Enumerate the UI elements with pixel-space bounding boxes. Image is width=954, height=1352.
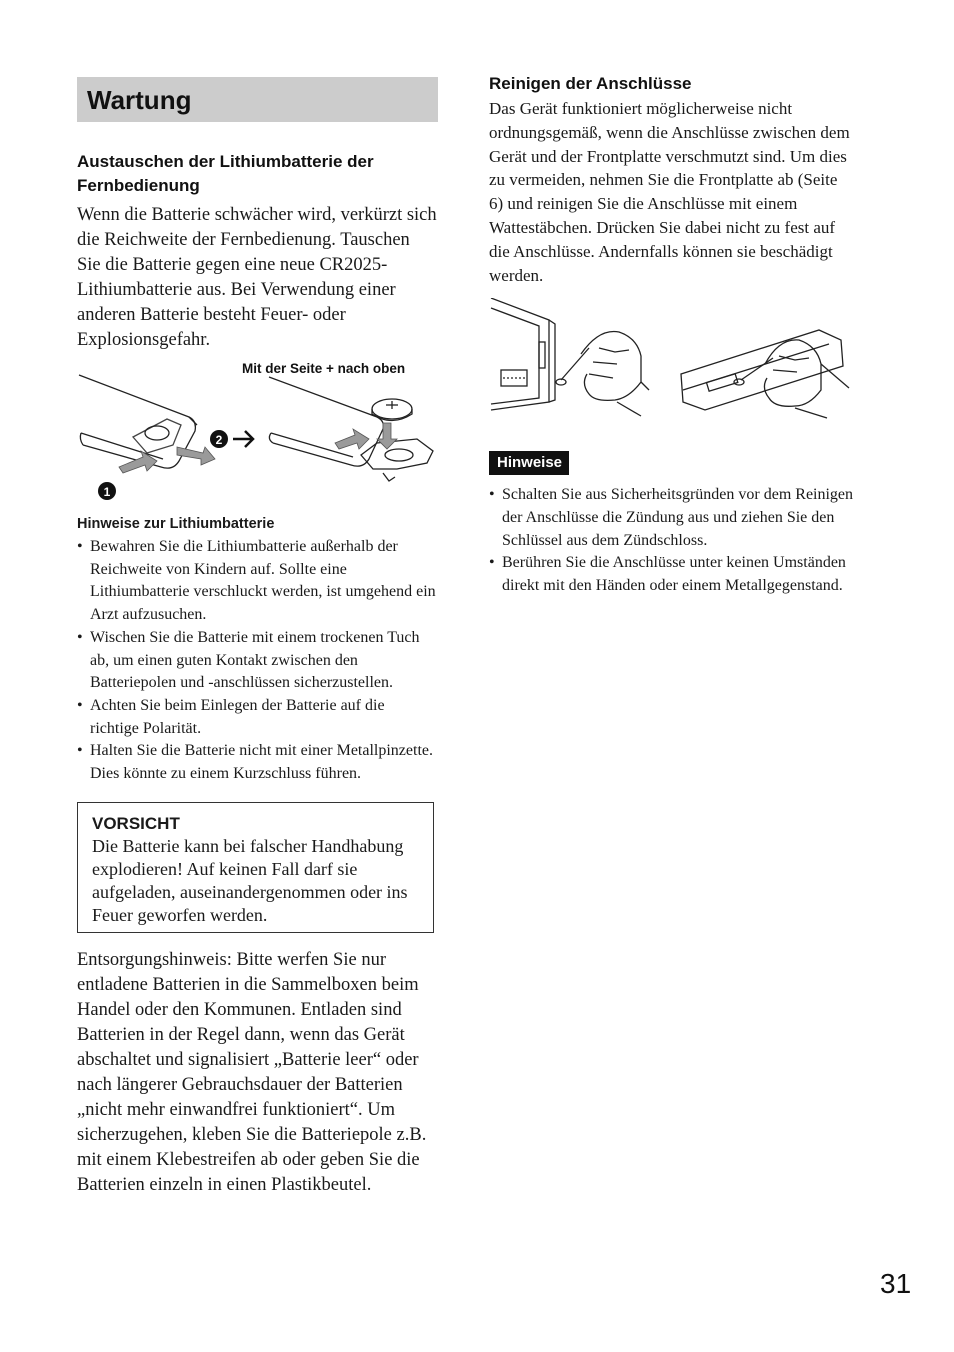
list-item: • Bewahren Sie die Lithiumbatterie außerhalb der Reichweite von Kindern auf. Sollte eine Lithiumbatterie verschluckt werden, ist umgehend ein Arzt aufzusuchen. — [77, 538, 436, 624]
step-1-marker: 1 — [103, 485, 111, 499]
right-column — [489, 72, 854, 598]
page-title: Wartung — [87, 84, 192, 115]
cleaning-figure — [489, 298, 854, 423]
list-item: • Achten Sie beim Einlegen der Batterie auf die richtige Polarität. — [77, 696, 385, 737]
notes-label: Hinweise — [489, 451, 569, 475]
figure-caption: Mit der Seite + nach oben — [242, 361, 406, 376]
page-number: 31 — [880, 1268, 912, 1299]
cleaning-text: Das Gerät funktioniert möglicherweise nicht ordnungsgemäß, wenn die Anschlüsse zwischen dem Gerät und der Frontplatte verschmutzt sind. Um dies zu vermeiden, nehmen Sie die Frontplatte ab (Seite 6) und reinigen Sie die Anschlüsse mit einem Wattestäbchen. Drücken Sie dabei nicht zu fest auf die Anschlüsse. Andernfalls können sie beschädigt werden. — [489, 99, 850, 285]
caution-text: Die Batterie kann bei falscher Handhabung explodieren! Auf keinen Fall darf sie aufgeladen, auseinandergenommen oder ins Feuer geworfen werden. — [92, 835, 408, 925]
section-title-bar — [77, 77, 438, 122]
battery-figure — [77, 361, 437, 504]
battery-illustration — [77, 369, 437, 504]
battery-text: Wenn die Batterie schwächer wird, verkürzt sich die Reichweite der Fernbedienung. Tauschen Sie die Batterie gegen eine neue CR2025-Lithiumbatterie aus. Bei Verwendung einer anderen Batterie besteht Feuer- oder Explosionsgefahr. — [77, 205, 437, 350]
disposal-text: Entsorgungshinweis: Bitte werfen Sie nur entladene Batterien in die Sammelboxen beim Handel oder den Kommunen. Entladen sind Batterien in der Regel dann, wenn das Gerät abschaltet und signalisiert „Batterie leer“ oder nach längerer Gebrauchsdauer der Batterien „nicht mehr einwandfrei funktioniert“. Um sicherzugehen, kleben Sie die Batteriepole z.B. mit einem Klebestreifen ab oder geben Sie die Batterien einzeln in einen Plastikbeutel. — [77, 949, 427, 1195]
cleaning-heading: Reinigen der Anschlüsse — [489, 74, 692, 93]
battery-notes-heading: Hinweise zur Lithiumbatterie — [77, 516, 275, 532]
list-item: • Halten Sie die Batterie nicht mit einer Metallpinzette. Dies könnte zu einem Kurzschluss führen. — [77, 742, 433, 783]
step-2-marker: 2 — [215, 433, 223, 447]
list-item: • Berühren Sie die Anschlüsse unter keinen Umständen direkt mit den Händen oder einem Metallgegenstand. — [489, 554, 846, 595]
cleaning-illustration — [489, 298, 854, 423]
list-item: • Schalten Sie aus Sicherheitsgründen vor dem Reinigen der Anschlüsse die Zündung aus und ziehen Sie den Schlüssel aus dem Zündschloss. — [489, 486, 854, 549]
battery-notes-list — [77, 536, 437, 786]
caution-heading: VORSICHT — [92, 813, 180, 833]
left-column — [77, 77, 437, 1198]
caution-box — [77, 802, 434, 933]
battery-heading: Austauschen der Lithiumbatterie der Fernbedienung — [77, 152, 374, 195]
hinweise-block — [489, 451, 854, 475]
cleaning-notes-list — [489, 484, 854, 598]
list-item: • Wischen Sie die Batterie mit einem trockenen Tuch ab, um einen guten Kontakt zwischen den Batteriepolen und -anschlüssen sicherzustellen. — [77, 628, 420, 692]
